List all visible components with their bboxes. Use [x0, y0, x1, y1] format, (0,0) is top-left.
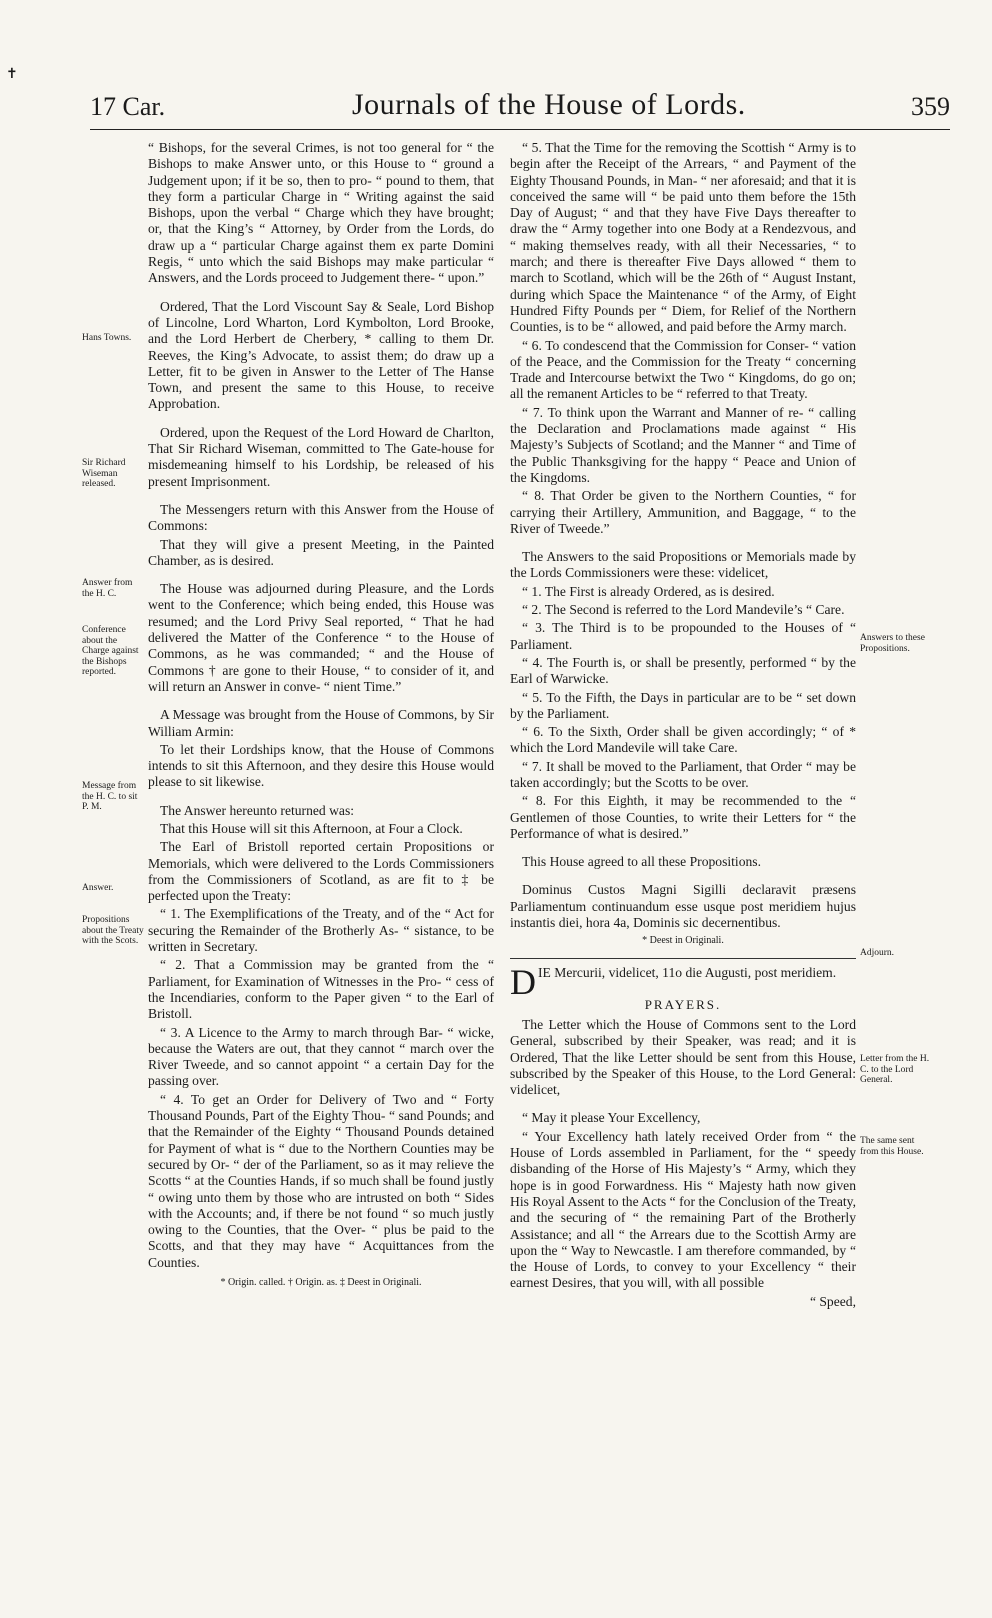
paragraph: “ 4. The Fourth is, or shall be presently, performed “ by the Earl of Warwicke.: [510, 654, 856, 687]
margin-note-conference: Conference about the Charge against the Bishops reported.: [82, 625, 139, 677]
margin-note-answers-propositions: Answers to these Propositions.: [860, 633, 925, 654]
paragraph-gap: [148, 492, 494, 502]
paragraph: The Answers to the said Propositions or Memorials made by the Lords Commissioners were these: videlicet,: [510, 549, 856, 581]
drop-cap: D: [510, 961, 536, 1002]
paragraph-gap: [510, 539, 856, 549]
paragraph: “ Your Excellency hath lately received Order from “ the House of Lords assembled in Parliament, for the “ speedy disbanding of the Horse of His Majesty’s “ Army, which they hope is in good Forwardness. His “ Majesty hath now given His Royal Assent to the Acts “ for the Conclusion of the Treaty, and the securing of “ the remaining Part of the Brotherly Assistance; and all “ the Arrears due to the Scottish Army are upon the “ Way to Newcastle. I am therefore commanded, by “ the House of Lords, to convey to your Excellency “ their earnest Desires, that you will, with all possible: [510, 1128, 856, 1291]
paragraph-gap: [148, 571, 494, 581]
paragraph: This House agreed to all these Propositions.: [522, 854, 761, 870]
paragraph-gap: [148, 415, 494, 425]
paragraph: The Letter which the House of Commons sent to the Lord General, subscribed by their Speaker, was read; and it is Ordered, That the like Letter should be sent from this House, subscribed by the Speaker of this House, to the Lord General: videlicet,: [510, 1016, 856, 1098]
paragraph: “ 2. That a Commission may be granted from the “ Parliament, for Examination of Witnesses in the Pro- “ cess of the Incendiaries, conform to the Paper given “ to the Earl of Bristoll.: [148, 957, 494, 1022]
margin-note-answer-hc: Answer from the H. C.: [82, 578, 133, 599]
paragraph: “ 7. It shall be moved to the Parliament, that Order “ may be taken accordingly; but the Scotts to be over.: [510, 758, 856, 790]
paragraph-gap: [510, 844, 856, 854]
margin-note-answer: Answer.: [82, 883, 114, 893]
session-heading: [510, 961, 856, 1002]
paragraph: “ 8. That Order be given to the Northern Counties, “ for carrying their Artillery, Ammunition, and Baggage, “ to the River of Tweede.”: [510, 488, 856, 536]
paragraph: The House was adjourned during Pleasure, and the Lords went to the Conference; which being ended, this House was resumed; and the Lord Privy Seal reported, “ That he had delivered the Matter of the Conference “ to the House of Commons, as he was commanded; “ and the House of Commons † are gone to their House, “ to consider of it, and will return an Answer in conve- “ nient Time.”: [148, 581, 494, 694]
paragraph: “ 3. The Third is to be propounded to the Houses of “ Parliament.: [510, 620, 856, 652]
margin-note-adjourn: Adjourn.: [860, 948, 895, 958]
prayers-heading: PRAYERS.: [644, 996, 722, 1012]
paragraph-gap: [148, 289, 494, 299]
right-column: [510, 140, 856, 1310]
margin-note-letter: Letter from the H. C. to the Lord General.: [860, 1054, 930, 1085]
header-title: Journals of the House of Lords.: [352, 88, 746, 121]
paragraph: “ 3. A Licence to the Army to march through Bar- “ wicke, because the Waters are out, that they cannot “ march over the River Tweede, and so cannot appoint “ a certain Day for the passing over.: [148, 1024, 494, 1089]
paragraph: “ 1. The Exemplifications of the Treaty, and of the “ Act for securing the Remainder of the Brotherly As- “ sistance, to be written in Secretary.: [148, 906, 494, 955]
deest-note: * Deest in Originali.: [642, 935, 724, 947]
paragraph-gap: [148, 793, 494, 803]
paragraph: “ Bishops, for the several Crimes, is not too general for “ the Bishops to make Answer unto, or this House to “ ground a Judgement upon; if it be so, then to pro- “ pound to them, that they form a particular Charge in “ Writing against the said Bishops, upon the verbal “ Charge which they have brought; or, that the King’s “ Attorney, by Order from the Lords, do draw up a “ particular Charge against them ex parte Domini Regis, “ unto which the said Bishops may make particular “ Answers, and the Lords proceed to Judgement there- “ upon.”: [148, 140, 494, 286]
paragraph: “ 5. That the Time for the removing the Scottish “ Army is to begin after the Receipt of the Arrears, “ and Payment of the Eighty Thousand Pounds, in Man- “ ner aforesaid; and that it is conceived the same will “ be paid unto them before the 15th Day of August; “ and that they have Five Days thereafter to draw the “ Army together into one Body at a Rendezvous, and “ making themselves ready, with all their Necessaries, “ to march; and there is thereafter Five Days allowed “ them to march to Scotland, which will be the 26th of “ August Instant, during which Space the Maintenance “ of the Army, of Eight Hundred Fifty Pounds per “ Diem, for Relief of the Northern Counties, is to be “ allowed, and paid before the Army march.: [510, 140, 856, 335]
corner-mark: ✝: [6, 67, 18, 82]
paragraph: The Earl of Bristoll reported certain Propositions or Memorials, which were delivered to the Lords Commissioners from the Commissioners of Scotland, as are fit to ‡ be perfected upon the Treaty:: [148, 839, 494, 904]
header-regnal-year: 17 Car.: [90, 92, 166, 121]
paragraph: Ordered, upon the Request of the Lord Howard de Charlton, That Sir Richard Wiseman, committed to The Gate-house for misdemeaning himself to his Lordship, be released of his present Imprisonment.: [148, 424, 494, 489]
paragraph-gap: [510, 1100, 856, 1110]
session-date: IE Mercurii, videlicet, 11o die Augusti, post meridiem.: [538, 964, 837, 980]
paragraph: The Messengers return with this Answer from the House of Commons:: [148, 501, 494, 534]
margin-note-propositions: Propositions about the Treaty with the Scots.: [82, 915, 144, 946]
catchword: “ Speed,: [809, 1293, 856, 1309]
paragraph: A Message was brought from the House of Commons, by Sir William Armin:: [148, 707, 494, 739]
paragraph: “ May it please Your Excellency,: [522, 1110, 701, 1126]
paragraph: “ 8. For this Eighth, it may be recommended to the “ Gentlemen of those Counties, to write their Letters for “ the Performance of what is desired.”: [510, 793, 856, 841]
margin-note-hans-towns: Hans Towns.: [82, 333, 132, 343]
margin-note-same-sent: The same sent from this House.: [860, 1136, 924, 1157]
left-column: [148, 140, 494, 1291]
section-divider: [510, 958, 856, 959]
paragraph-gap: [510, 872, 856, 882]
paragraph: Ordered, That the Lord Viscount Say & Seale, Lord Bishop of Lincolne, Lord Wharton, Lord Kymbolton, Lord Brooke, and the Lord Herbert de Cherbery, * calling to them Dr. Reeves, the King’s Advocate, to assist them; do draw up a Letter, fit to be given in Answer to the Letter of The Hanse Town, and present the same to this House, to receive Approbation.: [148, 298, 494, 412]
paragraph-gap: [148, 697, 494, 707]
margin-note-wiseman: Sir Richard Wiseman released.: [82, 458, 126, 489]
paragraph: That they will give a present Meeting, in the Painted Chamber, as is desired.: [148, 536, 494, 568]
header-page-number: 359: [911, 92, 950, 121]
header-rule: [90, 129, 950, 130]
paragraph: “ 5. To the Fifth, the Days in particular are to be “ set down by the Parliament.: [510, 689, 856, 721]
paragraph: “ 6. To condescend that the Commission for Conser- “ vation of the Peace, and the Commission for the Treaty “ concerning Trade and Intercourse betwixt the Two “ Kingdoms, do go on; all the remanent Articles to be “ referred to that Treaty.: [510, 337, 856, 402]
paragraph: The Answer hereunto returned was:: [160, 802, 355, 818]
paragraph: That this House will sit this Afternoon, at Four a Clock.: [160, 820, 463, 836]
paragraph: “ 6. To the Sixth, Order shall be given accordingly; “ of * which the Lord Mandevile will take Care.: [510, 724, 856, 756]
paragraph: “ 4. To get an Order for Delivery of Two and “ Forty Thousand Pounds, Part of the Eighty Thou- “ sand Pounds; and that the Remainder of the Eighty “ Thousand Pounds detained for Payment of what is “ due to the Northern Counties may be secured by Or- “ der of the Parliament, so as it may relieve the Scotts “ at the Counties Hands, if so much shall be found justly “ owing unto them by those who are intrusted on both “ Sides with the Accounts; and, if there be not found “ so much justly owing to the Counties, that the Over- “ plus be paid to the Scotts, and that they may have “ Acquittances from the Counties.: [148, 1091, 494, 1270]
paragraph: “ 2. The Second is referred to the Lord Mandevile’s “ Care.: [522, 602, 845, 618]
paragraph: Dominus Custos Magni Sigilli declaravit præsens Parliamentum continuandum esse usque post meridiem hujus instantis diei, hora 4a, Dominis sic decernentibus.: [510, 882, 856, 931]
paragraph: “ 1. The First is already Ordered, as is desired.: [522, 583, 775, 599]
page-header: [90, 84, 950, 132]
paragraph: “ 7. To think upon the Warrant and Manner of re- “ calling the Declaration and Proclamations made against “ His Majesty’s Subjects of Scotland; and the Manner “ and Time of the Public Thanksgiving for the happy “ Peace and Union of the Kingdoms.: [510, 404, 856, 485]
margin-note-message: Message from the H. C. to sit P. M.: [82, 781, 138, 812]
paragraph: To let their Lordships know, that the House of Commons intends to sit this Afternoon, and they desire this House would please to sit likewise.: [148, 741, 494, 790]
footnote: * Origin. called. † Origin. as. ‡ Deest in Originali.: [220, 1277, 422, 1288]
